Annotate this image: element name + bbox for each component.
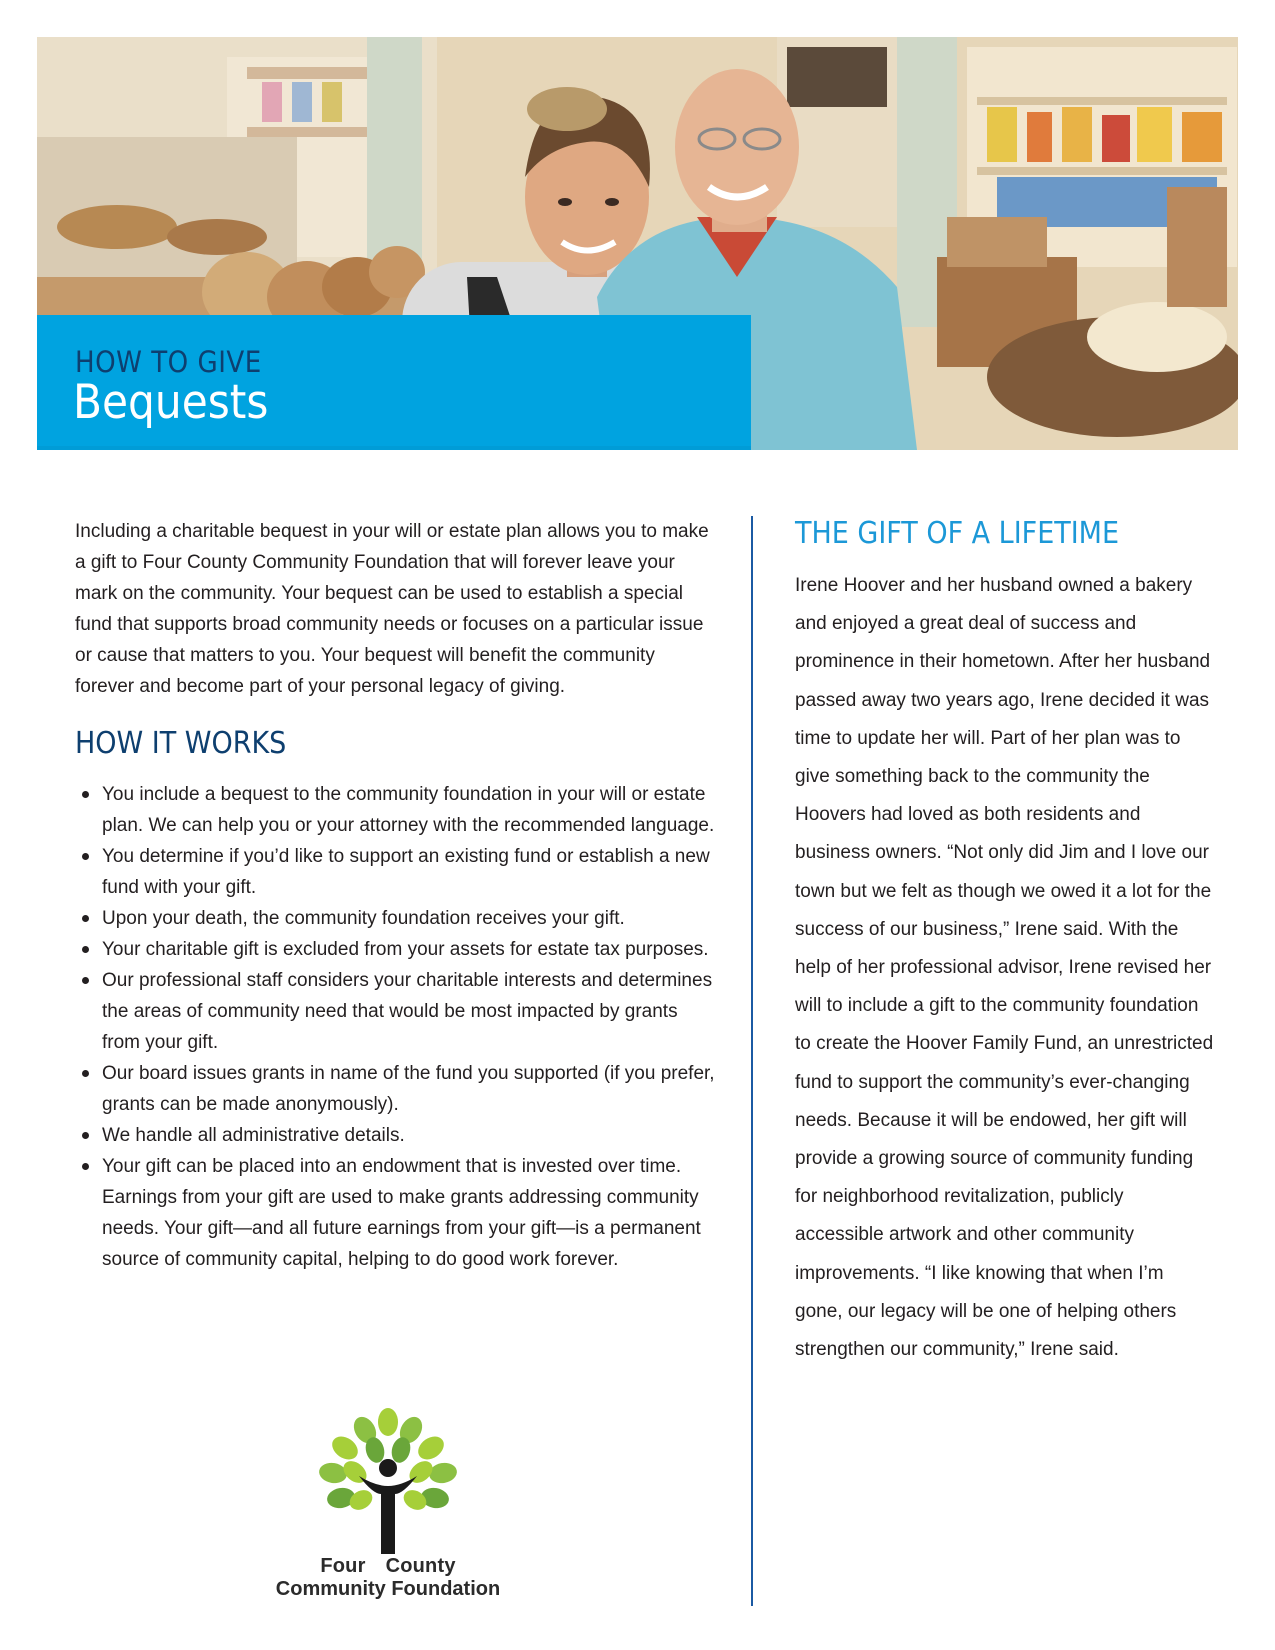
foundation-logo: [262, 1408, 514, 1608]
bullet-icon: [82, 791, 89, 798]
bullet-icon: [82, 1132, 89, 1139]
list-item: [75, 903, 715, 934]
column-divider: [751, 516, 753, 1606]
title-band: [37, 315, 751, 450]
list-item-text: Our board issues grants in name of the fund you supported (if you prefer, grants can be made anonymously).: [102, 1063, 715, 1115]
how-it-works-list: [75, 779, 715, 1275]
logo-text-line2: Community Foundation: [275, 1578, 501, 1600]
logo-text-line1: [262, 1555, 514, 1578]
list-item: [75, 841, 715, 903]
story-heading: THE GIFT OF A LIFETIME: [795, 516, 1120, 551]
list-item: [75, 1120, 715, 1151]
tree-logo-icon: [315, 1408, 461, 1554]
left-column: [75, 516, 715, 1275]
logo-word-county: County: [385, 1555, 456, 1577]
story-paragraph: Irene Hoover and her husband owned a bakery and enjoyed a great deal of success and prominence in their hometown. After her husband passed away two years ago, Irene decided it was time to update her will. Part of her plan was to give something back to the community the Hoovers had loved as both residents and business owners. “Not only did Jim and I love our town but we felt as though we owed it a lot for the success of our business,” Irene said. With the help of her professional advisor, Irene revised her will to include a gift to the community foundation to create the Hoover Family Fund, an unrestricted fund to support the community’s ever-changing needs. Because it will be endowed, her gift will provide a growing source of community funding for neighborhood revitalization, publicly accessible artwork and other community improvements. “I like knowing that when I’m gone, our legacy will be one of helping others strengthen our community,” Irene said.: [795, 575, 1214, 1361]
list-item-text: You determine if you’d like to support an existing fund or establish a new fund with your gift.: [102, 846, 710, 898]
list-item-text: Our professional staff considers your charitable interests and determines the areas of community need that would be most impacted by grants from your gift.: [102, 970, 713, 1053]
list-item: [75, 1058, 715, 1120]
bullet-icon: [82, 977, 89, 984]
list-item: [75, 965, 715, 1058]
right-column: [795, 516, 1215, 1369]
bullet-icon: [82, 915, 89, 922]
list-item-text: You include a bequest to the community foundation in your will or estate plan. We can help you or your attorney with the recommended language.: [102, 784, 715, 836]
bullet-icon: [82, 1070, 89, 1077]
how-it-works-heading: HOW IT WORKS: [75, 726, 287, 761]
bullet-icon: [82, 853, 89, 860]
bullet-icon: [82, 946, 89, 953]
list-item: [75, 779, 715, 841]
list-item: [75, 1151, 715, 1275]
logo-word-four: Four: [320, 1555, 366, 1577]
page-title: Bequests: [73, 375, 269, 430]
list-item-text: Your gift can be placed into an endowment that is invested over time. Earnings from your gift are used to make grants addressing community needs. Your gift—and all future earnings from your gift—is a permanent source of community capital, helping to do good work forever.: [102, 1156, 701, 1270]
list-item-text: Upon your death, the community foundation receives your gift.: [102, 908, 625, 929]
list-item-text: We handle all administrative details.: [102, 1125, 405, 1146]
list-item-text: Your charitable gift is excluded from your assets for estate tax purposes.: [102, 939, 709, 960]
bullet-icon: [82, 1163, 89, 1170]
list-item: [75, 934, 715, 965]
page-kicker: HOW TO GIVE: [75, 345, 262, 379]
intro-paragraph: Including a charitable bequest in your will or estate plan allows you to make a gift to Four County Community Foundation that will forever leave your mark on the community. Your bequest can be used to establish a special fund that supports broad community needs or focuses on a particular issue or cause that matters to you. Your bequest will benefit the community forever and become part of your personal legacy of giving.: [75, 521, 709, 697]
hero-photo: [37, 37, 1238, 450]
